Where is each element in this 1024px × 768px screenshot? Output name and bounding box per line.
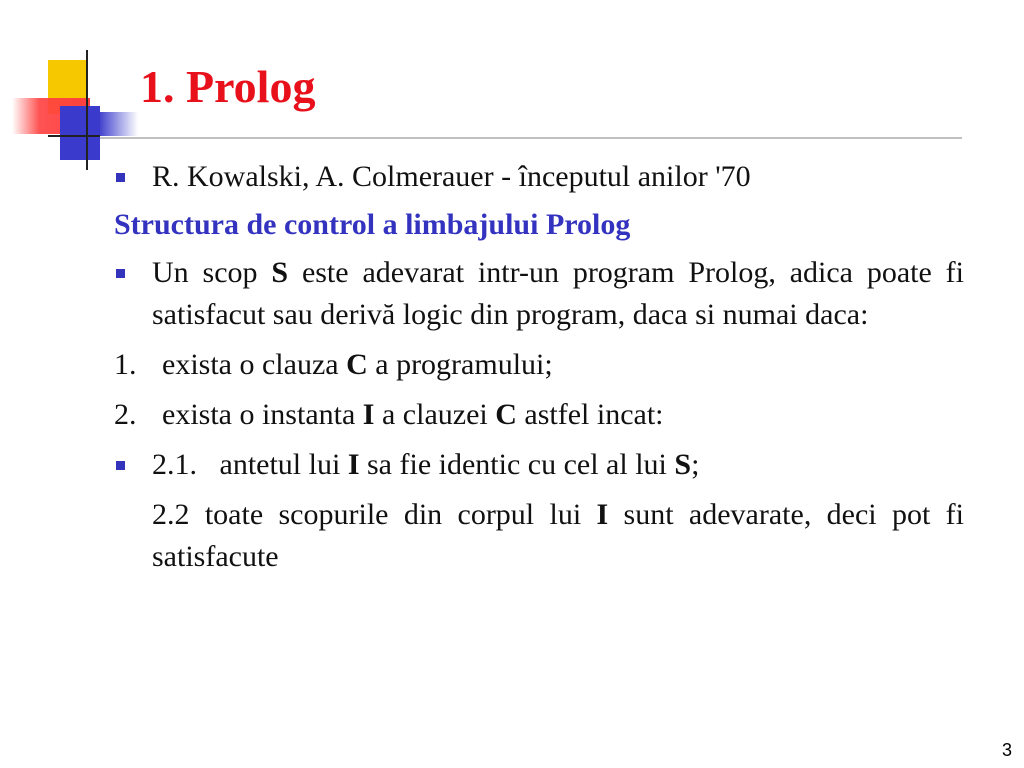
corner-decoration: [0, 0, 140, 180]
deco-blue-fade: [98, 112, 138, 136]
numbered-item-1: 1. exista o clauza C a programului;: [114, 344, 964, 386]
square-bullet-icon: [116, 461, 125, 470]
slide-title: 1. Prolog: [140, 61, 316, 112]
page-number: 3: [1001, 740, 1012, 760]
square-bullet-icon: [116, 173, 125, 182]
item-number: 1.: [114, 348, 137, 381]
item-2-2: 2.2 toate scopurile din corpul lui I sunt adevarate, deci pot fi satisfacute: [152, 498, 964, 573]
deco-blue-square: [60, 106, 100, 160]
bullet-item-2-1: 2.1. antetul lui I sa fie identic cu cel al lui S;: [114, 444, 964, 486]
section-subheading: Structura de control a limbajului Prolog: [114, 208, 631, 241]
numbered-item-2: 2. exista o instanta I a clauzei C astfel incat:: [114, 394, 964, 436]
title-underline: [100, 137, 962, 139]
square-bullet-icon: [116, 269, 125, 278]
slide-content: [114, 156, 964, 578]
bullet-item-definition: Un scop S este adevarat intr-un program Prolog, adica poate fi satisfacut sau derivă logic din program, daca si numai daca:: [114, 252, 964, 336]
item-number: 2.: [114, 398, 137, 431]
bullet-item-authors: R. Kowalski, A. Colmerauer - începutul anilor '70: [114, 156, 964, 198]
